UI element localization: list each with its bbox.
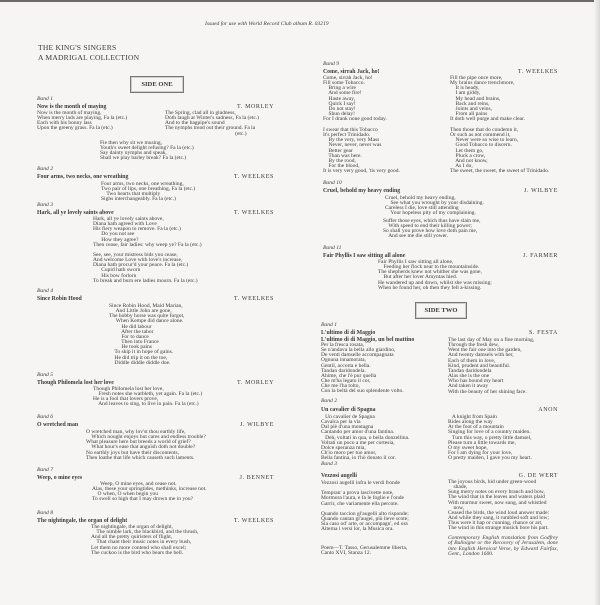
song-title: Four arms, two necks, one wreathing (37, 174, 129, 180)
lyric-line: Hark, all ye lovely saints above, (93, 216, 164, 222)
lyrics-english (448, 480, 549, 532)
lyric-line: Quando taccion gl'augelli alto risponde; (321, 510, 409, 517)
composer: J. BENNET (239, 475, 274, 481)
composer: G. DE WERT (518, 473, 558, 479)
song-title: Un cavalier di Spagna (321, 407, 376, 413)
song-title: Vezzosi augelli (321, 473, 358, 479)
lyric-line: My brains dance trenchmore, (450, 80, 515, 87)
lyric-line: From all pains (450, 111, 488, 118)
song-title: The nightingale, the organ of delight (37, 518, 128, 524)
band-number: Band 6 (37, 414, 54, 420)
lyric-line: The wind that in the leaves and waters plaid (448, 494, 545, 501)
composer: J. FARMER (523, 253, 558, 259)
lyric-line: Please turn a little towards me, (448, 439, 516, 446)
band-number: Band 2 (37, 166, 54, 172)
lyric-line: Do you not see (93, 231, 135, 238)
lyric-line: Diana hath procur'd your peace. Fa la (etc.) (93, 262, 189, 269)
lyric-line: The cuckoo is the bird who bears the bell. (91, 549, 184, 556)
band-number: Band 5 (37, 372, 54, 378)
poem-credit-2: Canto XVI, Stanza 12. (321, 550, 371, 556)
song-title: Cruel, behold my heavy ending (323, 188, 401, 194)
composer: T. MORLEY (237, 380, 274, 386)
lyrics-left2 (323, 128, 400, 174)
lyric-line: It's perfect Trinidado. (323, 132, 371, 139)
lyric-line: What hour's ease that anguish doth not double? (86, 444, 196, 451)
lyric-line: Let them go, (450, 147, 484, 154)
lyric-line: The wind in this strange musick bore his part. (448, 525, 549, 532)
lyric-line: Feeding her flock near to the mountainside. (378, 264, 480, 271)
lyric-line: Doth laugh at Winter's sadness, Fa la (etc.) (165, 115, 259, 122)
lyric-line: Per la fresca rosata, (321, 342, 365, 348)
lyric-line: The Spring, clad all in gladness, (165, 110, 236, 116)
song-title: Now is the month of maying (37, 104, 107, 110)
composer: T. WEELKES (233, 518, 274, 524)
song-title: Though Philomela lost her love (37, 380, 114, 386)
lyric-line: Shun delay! (323, 111, 355, 118)
song-title: Come, sirrah Jack, ho! (323, 69, 380, 75)
lyrics-left (93, 217, 202, 248)
band-number: Band 9 (323, 61, 340, 67)
lyric-line: Though Philomela lost her love, (93, 386, 164, 392)
lyric-line: And leaves to sing, to live in pain. Fa la (etc.) (93, 401, 199, 408)
lyric-line: Diana hath agreed with Love (93, 221, 157, 228)
lyric-line: By the very, very Mass (323, 137, 380, 144)
composer: ANON (538, 407, 558, 413)
lyric-line: Deh, voltati in qua, o bella donzellina. (321, 434, 410, 441)
composer: T. WEELKES (233, 174, 274, 180)
lyric-line: Fill some Tobacco. (323, 80, 365, 87)
lyric-line: now, (448, 504, 464, 511)
lyric-line: The nightingale, the organ of delight, (91, 524, 173, 530)
lyric-line: It is heady, (450, 85, 480, 92)
lyric-line: Che m'ha legato il cor, (321, 378, 371, 385)
lyric-line: Now is the month of maying, (37, 110, 102, 116)
lyric-line: And taken it away (448, 383, 489, 390)
lyric-line: Your hopeless pity of my complaining. (385, 210, 476, 217)
lyric-line: And not know, (450, 157, 488, 164)
lyric-line: Kind, prudent and beautiful. (448, 362, 511, 369)
lyric-line: Do not stay! (323, 105, 356, 112)
title-artist: THE KING'S SINGERS (38, 43, 117, 52)
lyric-line: Than was here. (323, 152, 362, 159)
lyrics-right2 (450, 128, 549, 174)
lyric-line: Back and reins, (450, 100, 490, 107)
lyric-line: Joints and veins, (450, 105, 493, 112)
lyric-line: Cupid hath sworn (93, 267, 141, 274)
band-number: Band 8 (37, 510, 54, 516)
lyric-line: Thus were it hap or cunning, chance or art, (448, 520, 543, 527)
lyric-line: O pretty maiden, I gave you my heart. (448, 455, 532, 462)
band-number: Band 4 (37, 288, 54, 294)
lyrics-italian (321, 343, 404, 395)
lyric-line: The hobby horse was quite forgot, (109, 313, 185, 320)
lyric-line: Then loathe that life which causeth such laments. (86, 454, 195, 461)
lyrics-italian (321, 481, 409, 533)
song-subtitle: L'ultimo di di Maggio, un bel mattino (321, 337, 415, 343)
lyric-line: shade, (448, 484, 468, 491)
lyric-line: He did labour (109, 323, 152, 330)
lyric-line: And some fire! (323, 90, 362, 97)
song-title: L'ultimo di di Maggio (321, 330, 376, 336)
lyric-line: To break and burn ere ladies mourn. Fa la (etc.) (93, 277, 198, 284)
band-number: Band 2 (321, 398, 338, 404)
scan-top-edge (0, 0, 600, 2)
lyric-line: And welcome Love with love's increase, (93, 257, 183, 264)
lyric-line: It is very very good, 'tis very good. (323, 168, 400, 175)
lyric-line: Diddle diddle diddle doe. (109, 359, 171, 366)
composer: T. WEELKES (517, 69, 558, 75)
lyric-line: That chant their music notes in every bush, (91, 539, 192, 546)
lyric-line: And while they sang, it rumbled soft and low; (448, 515, 549, 522)
lyric-line: Sung merry notes on every branch and bow, (448, 489, 545, 496)
lyric-line: Haste away, (323, 95, 356, 102)
lyric-line: Dal piè d'una montagna (321, 424, 374, 431)
lyric-line: The last day of May on a fine morning, (448, 337, 535, 343)
lyric-line: Pluck a crow, (450, 152, 486, 159)
lyric-line: And twenty damsels with her, (448, 352, 514, 359)
lyric-line: After the tabor (109, 328, 154, 335)
lyric-line: O wretched man, why lov'st thou earthly life, (86, 429, 186, 435)
lyric-line: Let them no more contend who shall excel; (91, 544, 187, 551)
lyric-line: Mormora l'aura, e fa le foglie e l'onde (321, 495, 404, 502)
lyric-line: Each with his bonny lass (37, 120, 92, 127)
song-title: O wretched man (37, 422, 79, 428)
lyric-line: But after her lover Amyntas hied. (378, 274, 458, 281)
lyric-line: What pleasure here but breeds a world of grief? (86, 439, 191, 446)
lyrics-stanza (93, 253, 198, 284)
lyric-line: Careless I die, love still attending (385, 205, 459, 212)
band-number: Band 1 (321, 322, 338, 328)
lyrics-english (448, 415, 532, 461)
lyrics-right (450, 76, 525, 122)
lyric-line: Good Tobacco to discern. (450, 142, 512, 149)
lyric-line: (etc.) (165, 130, 247, 137)
lyric-line: Ahime, che l'è pur quella (321, 372, 377, 379)
lyrics-left (91, 525, 198, 556)
lyric-line: Gentil, accorta e bella. (321, 362, 371, 369)
lyric-line: No earthly joys but have their discontents, (86, 449, 180, 456)
lyric-line: A knight from Spain (448, 414, 497, 420)
lyric-line: Two hearts that multiply (101, 191, 161, 198)
lyric-line: Tempran' a prova lascivette note, (321, 490, 394, 497)
lyrics-left (37, 111, 127, 132)
lyric-line: And to the bagpipe's sound (165, 120, 225, 127)
composer: T. WEELKES (233, 210, 274, 216)
lyric-line: Fill the pipe once more, (450, 75, 503, 81)
lyric-line: Fie then why sit we musing, (100, 140, 163, 146)
lyrics-right (165, 111, 275, 137)
band-number: Band 3 (321, 461, 338, 467)
lyric-line: O my sweet hope, (448, 444, 488, 451)
lyric-line: Then those that do condemn it, (450, 127, 519, 133)
lyric-line: With the beauty of her shining face. (448, 388, 527, 395)
lyric-line: His fiery weapon to remove. Fa la (etc.) (93, 226, 181, 233)
lyric-line: I am giddy, (450, 90, 481, 97)
lyric-line: Ch'io moro per tuo amor, (321, 450, 377, 457)
lyric-line: Suffer those eyes, which thus have slain me, (383, 218, 481, 224)
lyric-line: Garrir, che variamente ella percote. (321, 500, 399, 507)
lyric-line: The nimble lark, the blackbird, and the thrush, (91, 529, 199, 536)
lyric-line: So shall you prove how love doth pain me, (383, 228, 478, 235)
lyric-line: Four arms, two necks, one wreathing, (101, 181, 184, 187)
scan-right-edge (594, 0, 600, 605)
lyric-line: For I drank none good today. (323, 116, 387, 123)
song-title: Since Robin Hood (37, 296, 82, 302)
composer: J. WILBYE (524, 188, 558, 194)
lyrics-english (448, 338, 534, 395)
lyric-line: The sweet, the sweet, the sweet of Trinidado. (450, 168, 550, 175)
lyric-line: For the blood, (323, 163, 360, 170)
lyric-line: Or such as not commend it, (450, 132, 511, 139)
lyric-line: Never, never, never was (323, 142, 382, 149)
lyric-line: See what you wrought by your disdaining. (385, 200, 484, 207)
lyric-line: I swear that this Tobacco (323, 127, 378, 133)
lyric-line: To swell so high that I may drown me in you? (92, 496, 194, 503)
lyric-line: Fair Phyllis I saw sitting all alone, (378, 259, 454, 265)
lyric-line: Turn this way, o pretty little damsel, (448, 434, 532, 441)
band-number: Band 7 (37, 467, 54, 473)
lyrics-left (109, 304, 184, 366)
lyric-line: When he found her, oh then they fell a-kissing. (378, 284, 482, 291)
lyric-line: Quando cantan gl'augei, più lieve scote; (321, 516, 409, 523)
lyrics-stanza (100, 141, 194, 162)
title-album: A MADRIGAL COLLECTION (38, 53, 140, 62)
lyrics-stanza (383, 219, 481, 240)
lyric-line: Vezzosi augelli infra le verdi fronde (321, 480, 400, 486)
lyric-line: When merry lads are playing, Fa la (etc.) (37, 115, 128, 122)
lyric-line: Bring a wire (323, 85, 356, 92)
lyrics-left (92, 482, 207, 503)
composer: S. FESTA (529, 330, 558, 336)
lyric-line: And all the pretty quiristers of flight, (91, 534, 173, 541)
lyric-line: De venti damselle accompagnata (321, 352, 394, 359)
song-title: Fair Phyllis I saw sitting all alone (323, 253, 406, 259)
lyric-line: Voltati un poco a me per cortesia, (321, 439, 395, 446)
side-one-heading: SIDE ONE (130, 76, 184, 93)
lyric-line: Se n'andava la bella allo giardino, (321, 347, 396, 354)
side-two-heading: SIDE TWO (415, 302, 467, 319)
lyric-line: Cavalca per la via (321, 419, 361, 426)
lyrics-italian (321, 415, 409, 461)
lyric-line: Che me l'ha tolto, (321, 383, 360, 390)
lyric-line: Ognuna innamorata, (321, 357, 366, 364)
lyric-line: Alas she is the one (448, 373, 490, 380)
lyric-line: By the rood, (323, 157, 356, 164)
lyric-line: He did trip it on the toe, (109, 354, 168, 361)
lyric-line: Alterna i versi lor, la Musica ora. (321, 526, 394, 533)
lyric-line: Say dainty nymphs and speak, (100, 150, 167, 157)
lyric-line: Tandan daridondela. (321, 367, 366, 374)
translation-note: Contemporary English translation from Godfrey of Bulloigne or the Recovery of Jerusalem, done into English Heroical Verse, by Edward Fairfax, Gent., London 1600. (448, 535, 558, 557)
lyric-line: Come, sirrah Jack, ho! (323, 75, 373, 81)
lyric-line: Youth's sweet delight refusing? Fa la (etc.) (100, 145, 194, 152)
composer: J. WILBYE (240, 422, 274, 428)
lyric-line: With speed to end their killing power; (383, 223, 472, 230)
lyric-line: My head and brains, (450, 95, 501, 102)
lyrics-left (86, 430, 206, 461)
lyric-line: To skip it in hope of gains. (109, 349, 174, 356)
lyric-line: Which nought enjoys but cares and endless trouble? (86, 434, 206, 441)
lyric-line: His bow forlorn (93, 272, 137, 279)
lyric-line: With murmur sweet, now sung, and whistled (448, 499, 547, 506)
lyric-line: He is a fool that lovers prove, (93, 396, 159, 403)
band-number: Band 10 (323, 180, 342, 186)
lyrics-left (101, 182, 195, 203)
lyric-line: Two pair of lips, one breathing, Fa la (etc.) (101, 186, 196, 193)
composer: T. MORLEY (237, 104, 274, 110)
lyric-line: Tandan daridondela (448, 367, 492, 374)
lyric-line: The shepherds knew not whither she was gone, (378, 269, 482, 276)
lyric-line: He took pains (109, 344, 152, 351)
lyric-line: Weep, O mine eyes, and cease not. (92, 481, 177, 487)
poem-credit-1: Poem—T. Tasso, Gerusalemme liberta, (321, 545, 408, 551)
lyric-line: Through the fresh dew, (448, 342, 499, 349)
composer: T. WEELKES (233, 296, 274, 302)
lyric-line: Cruel, behold my heavy ending, (385, 195, 456, 201)
lyric-line: As I do, (450, 163, 473, 170)
lyric-line: Bella fantina, io t'hò donato il cor. (321, 455, 396, 462)
lyric-line: Since Robin Hood, Maid Marian, (109, 303, 183, 309)
lyric-line: And see me die still yower. (383, 233, 449, 240)
lyric-line: Sia caso od' arte, or accompagn', ed ora (321, 521, 408, 528)
lyric-line: Sighs interchangeably. Fa la (etc.) (101, 196, 176, 203)
lyric-line: Then into France (109, 339, 159, 346)
lyric-line: Never were so wise to learn, (450, 137, 519, 144)
lyric-line: Fresh notes she warbleth, yet again. Fa la (etc.) (93, 391, 203, 398)
lyric-line: For to dance (109, 333, 149, 340)
band-number: Band 11 (323, 245, 342, 251)
song-title: Hark, all ye lovely saints above (37, 210, 114, 216)
song-title: Weep, o mine eyes (37, 475, 83, 481)
lyric-line: Ceased the birds, the wind loud answer made: (448, 509, 550, 516)
band-number: Band 1 (37, 96, 54, 102)
lyric-line: Alas, these your springtides, methinks, increase not. (92, 486, 207, 493)
lyric-line: Con la beltà del suo splendente volto. (321, 388, 404, 395)
lyric-line: He wandered up and down, whilst she was missing; (378, 279, 492, 286)
lyric-line: And Little John are gone, (109, 308, 172, 315)
band-number: Band 3 (37, 202, 54, 208)
lyric-line: When Kempe did dance alone. (109, 318, 184, 325)
lyric-line: Cantando per amor d'una fantina. (321, 429, 395, 436)
lyric-line: Upon the greeny grass. Fa la (etc.) (37, 125, 113, 132)
lyric-line: Quick I say! (323, 100, 356, 107)
lyrics-left (385, 196, 484, 217)
page-title (38, 43, 139, 63)
lyrics-left (323, 76, 387, 122)
lyric-line: Went the fair one into the garden, (448, 347, 522, 354)
lyric-line: Shall we play barley break? Fa la (etc.) (100, 155, 187, 162)
lyric-line: Singing for love of a country maiden. (448, 429, 531, 436)
lyric-line: The nymphs tread out their ground. Fa la (165, 125, 256, 132)
lyric-line: See, see, your mistress bids you cease, (93, 252, 178, 258)
lyric-line: Un cavalier de Spagna (321, 414, 375, 420)
lyric-line: Better gear (323, 147, 353, 154)
lyric-line: Each of them in love, (448, 357, 496, 364)
lyric-line: Who has bound my heart (448, 378, 504, 385)
lyric-line: For I am dying for your love, (448, 450, 513, 457)
lyric-line: The joyous birds, hid under green-wood (448, 479, 537, 485)
lyric-line: Then cease, fair ladies: why weep ye? Fa la (etc.) (93, 241, 202, 248)
lyric-line: At the foot of a mountain (448, 424, 504, 431)
lyric-line: How they agree? (93, 236, 139, 243)
lyrics-left (378, 260, 492, 291)
lyric-line: Dolce speranza mia, (321, 444, 366, 451)
lyrics-left (93, 387, 202, 408)
issued-note: Issued for use with World Record Club album R. 03219 (205, 21, 329, 27)
lyric-line: Rides along the way (448, 419, 493, 426)
lyric-line: O when, O when begin you (92, 491, 158, 498)
lyric-line: It doth well purge and make clear. (450, 116, 525, 123)
